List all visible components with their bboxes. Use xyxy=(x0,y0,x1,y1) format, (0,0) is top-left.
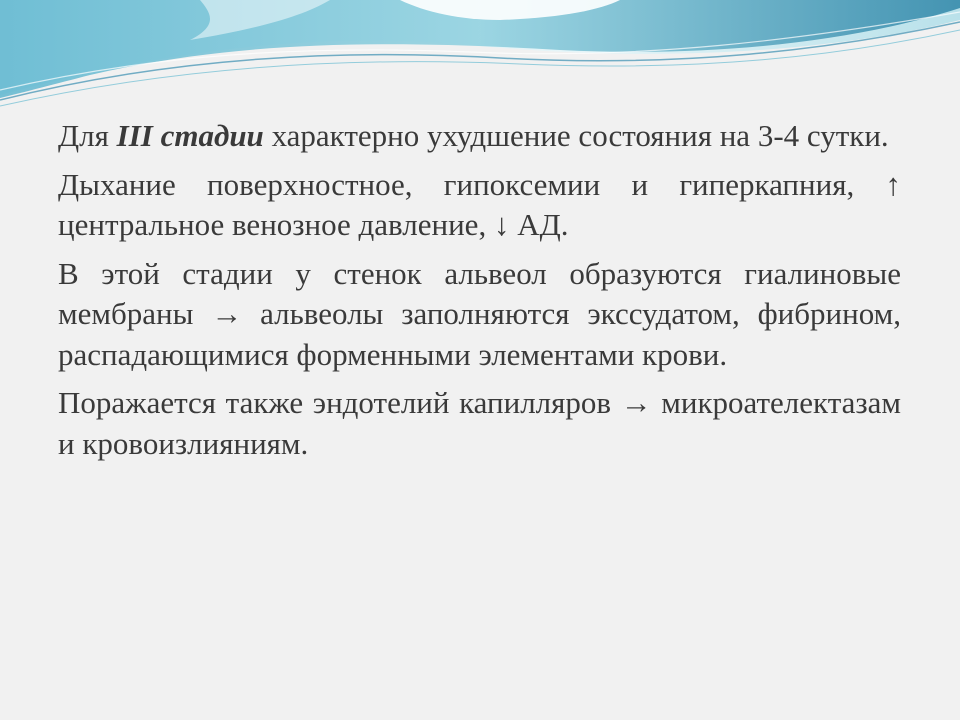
paragraph-stage-3 xyxy=(58,116,901,157)
header-wave-decoration xyxy=(0,0,960,130)
paragraph-endothelium: Поражается также эндотелий капилляров → микроателектазам и кровоизлияниям. xyxy=(58,385,901,461)
slide-body xyxy=(58,116,901,472)
stage-emphasis: III стадии xyxy=(116,118,264,153)
paragraph-hyaline-membranes: В этой стадии у стенок альвеол образуются гиалиновые мембраны → альвеолы заполняются экссудатом, фибрином, распадающимися форменными элементами крови. xyxy=(58,255,901,372)
paragraph-1-pre: Для xyxy=(58,118,117,153)
paragraph-breathing: Дыхание поверхностное, гипоксемии и гиперкапния, ↑ центральное венозное давление, ↓ АД. xyxy=(58,166,901,242)
paragraph-1-post: характерно ухудшение состояния на 3-4 сутки. xyxy=(263,118,889,153)
